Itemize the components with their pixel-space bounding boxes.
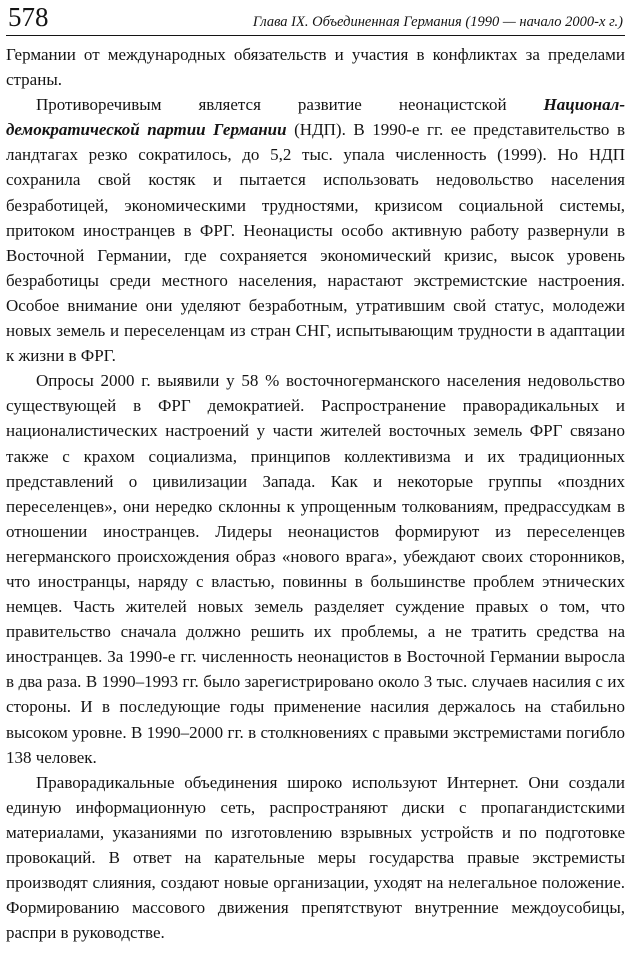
body-text — [6, 42, 625, 945]
paragraph-1: Германии от международных обязательств и участия в конфликтах за пределами страны. — [6, 45, 625, 90]
page-header — [6, 0, 625, 36]
page-number: 578 — [8, 2, 49, 32]
paragraph-4: Праворадикальные объединения широко используют Интернет. Они создали единую информационную сеть, распространяют диски с пропагандистскими материалами, указаниями по изготовлению взрывных устройств и по подготовке провокаций. В ответ на карательные меры государства правые экстремисты производят слияния, создают новые организации, уходят на нелегальное положение. Формированию массового движения препятствуют внутренние междоусобицы, распри в руководстве. — [6, 772, 625, 943]
running-head: Глава IX. Объединенная Германия (1990 — начало 2000-х г.) — [252, 14, 623, 30]
party-name-term: Национал-демократической партии Германии — [6, 95, 625, 140]
paragraph-2-body: (НДП). В 1990-е гг. ее представительство в ландтагах резко сократилось, до 5,2 тыс. упала численность (1999). Но НДП сохранила свой костяк и пытается использовать недовольство населения безработицей, экономическими трудностями, кризисом социальной системы, притоком иностранцев в ФРГ. Неонацисты особо активную работу развернули в Восточной Германии, где сохраняется экономический кризис, высок уровень безработицы среди местного населения, нарастают экстремистские настроения. Особое внимание они уделяют безработным, утратившим свой статус, молодежи новых земель и переселенцам из стран СНГ, испытывающим трудности в адаптации к жизни в ФРГ. — [6, 120, 625, 366]
paragraph-2 — [6, 92, 625, 368]
paragraph-3: Опросы 2000 г. выявили у 58 % восточногерманского населения недовольство существующей в ФРГ демократией. Распространение праворадикальных и националистических настроений у части жителей восточных земель ФРГ связано также с крахом социализма, принципов коллективизма и их традиционных представлений о цивилизации Запада. Как и некоторые группы «поздних переселенцев», они нередко склонны к упрощенным толкованиям, предрассудкам в отношении иностранцев. Лидеры неонацистов формируют из переселенцев негерманского происхождения образ «нового врага», убеждают своих сторонников, что иностранцы, наряду с властью, повинны в большинстве проблем этнических немцев. Часть жителей новых земель разделяет суждение правых о том, что правительство сначала должно решить их проблемы, а не тратить средства на иностранцев. За 1990-е гг. численность неонацистов в Восточной Германии выросла в два раза. В 1990–1993 гг. было зарегистрировано около 3 тыс. случаев насилия с их стороны. И в последующие годы применение насилия держалось на стабильно высоком уровне. В 1990–2000 гг. в столкновениях с правыми экстремистами погибло 138 человек. — [6, 371, 625, 767]
paragraph-2-lead: Противоречивым является развитие неонацистской — [36, 95, 544, 115]
